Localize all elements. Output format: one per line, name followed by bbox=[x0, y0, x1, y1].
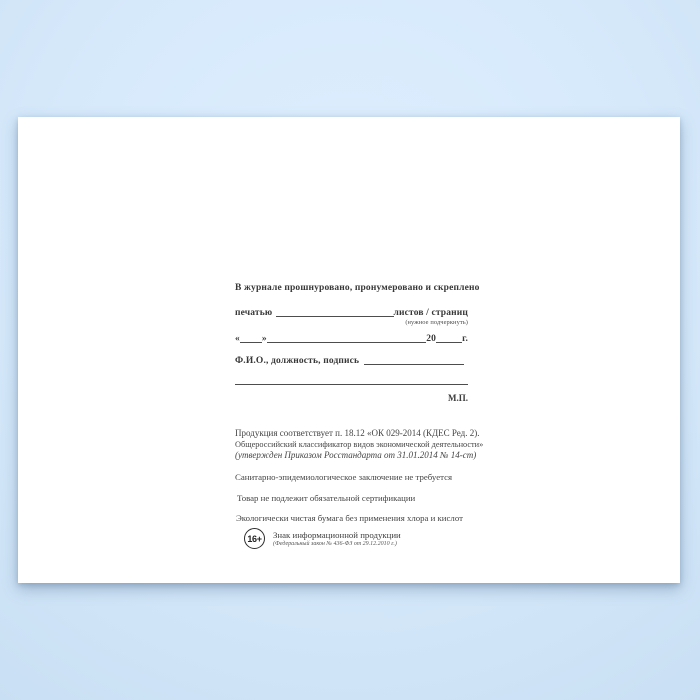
page-text-block bbox=[235, 117, 484, 583]
compliance-line-2: Общероссийский классификатор видов экономической деятельности» bbox=[235, 439, 484, 449]
year-blank bbox=[436, 342, 462, 343]
sheets-count-blank bbox=[276, 316, 393, 317]
signature-line bbox=[235, 374, 468, 386]
age-mark-law-note: (Федеральный закон № 436-ФЗ от 29.12.2010 г.) bbox=[273, 541, 397, 547]
compliance-line-1: Продукция соответствует п. 18.12 «ОК 029-2014 (КДЕС Ред. 2). bbox=[235, 428, 480, 438]
sanitary-statement: Санитарно-эпидемиологическое заключение не требуется bbox=[235, 472, 453, 482]
journal-back-page bbox=[18, 117, 680, 583]
signature-blank bbox=[235, 374, 468, 385]
age-mark-text bbox=[273, 528, 401, 547]
compliance-line-3: (утвержден Приказом Росстандарта от 31.01.2014 № 14-ст) bbox=[235, 450, 477, 460]
fio-line bbox=[235, 356, 468, 366]
fio-blank bbox=[364, 364, 464, 365]
year-prefix: 20 bbox=[426, 334, 437, 344]
age-mark-title: Знак информационной продукции bbox=[273, 530, 401, 540]
seal-place-abbr: М.П. bbox=[448, 393, 468, 403]
sheets-pages-label: листов / страниц bbox=[393, 308, 468, 318]
certification-statement: Товар не подлежит обязательной сертификации bbox=[237, 493, 416, 503]
eco-paper-statement: Экологически чистая бумага без применения хлора и кислот bbox=[236, 513, 463, 523]
fio-label: Ф.И.О., должность, подпись bbox=[235, 356, 360, 366]
age-mark-row bbox=[235, 528, 477, 549]
seal-prefix-label: печатью bbox=[235, 308, 273, 318]
date-line bbox=[235, 334, 468, 344]
day-blank bbox=[240, 342, 262, 343]
open-quote: « bbox=[235, 334, 240, 344]
close-quote: » bbox=[261, 334, 267, 344]
month-blank bbox=[267, 342, 426, 343]
age-16plus-icon: 16+ bbox=[244, 528, 265, 549]
year-suffix: г. bbox=[462, 334, 468, 344]
seal-sheets-line bbox=[235, 308, 468, 318]
lacing-statement: В журнале прошнуровано, пронумеровано и скреплено bbox=[235, 283, 480, 293]
compliance-note bbox=[235, 428, 484, 460]
underline-hint: (нужное подчеркнуть) bbox=[405, 319, 468, 326]
